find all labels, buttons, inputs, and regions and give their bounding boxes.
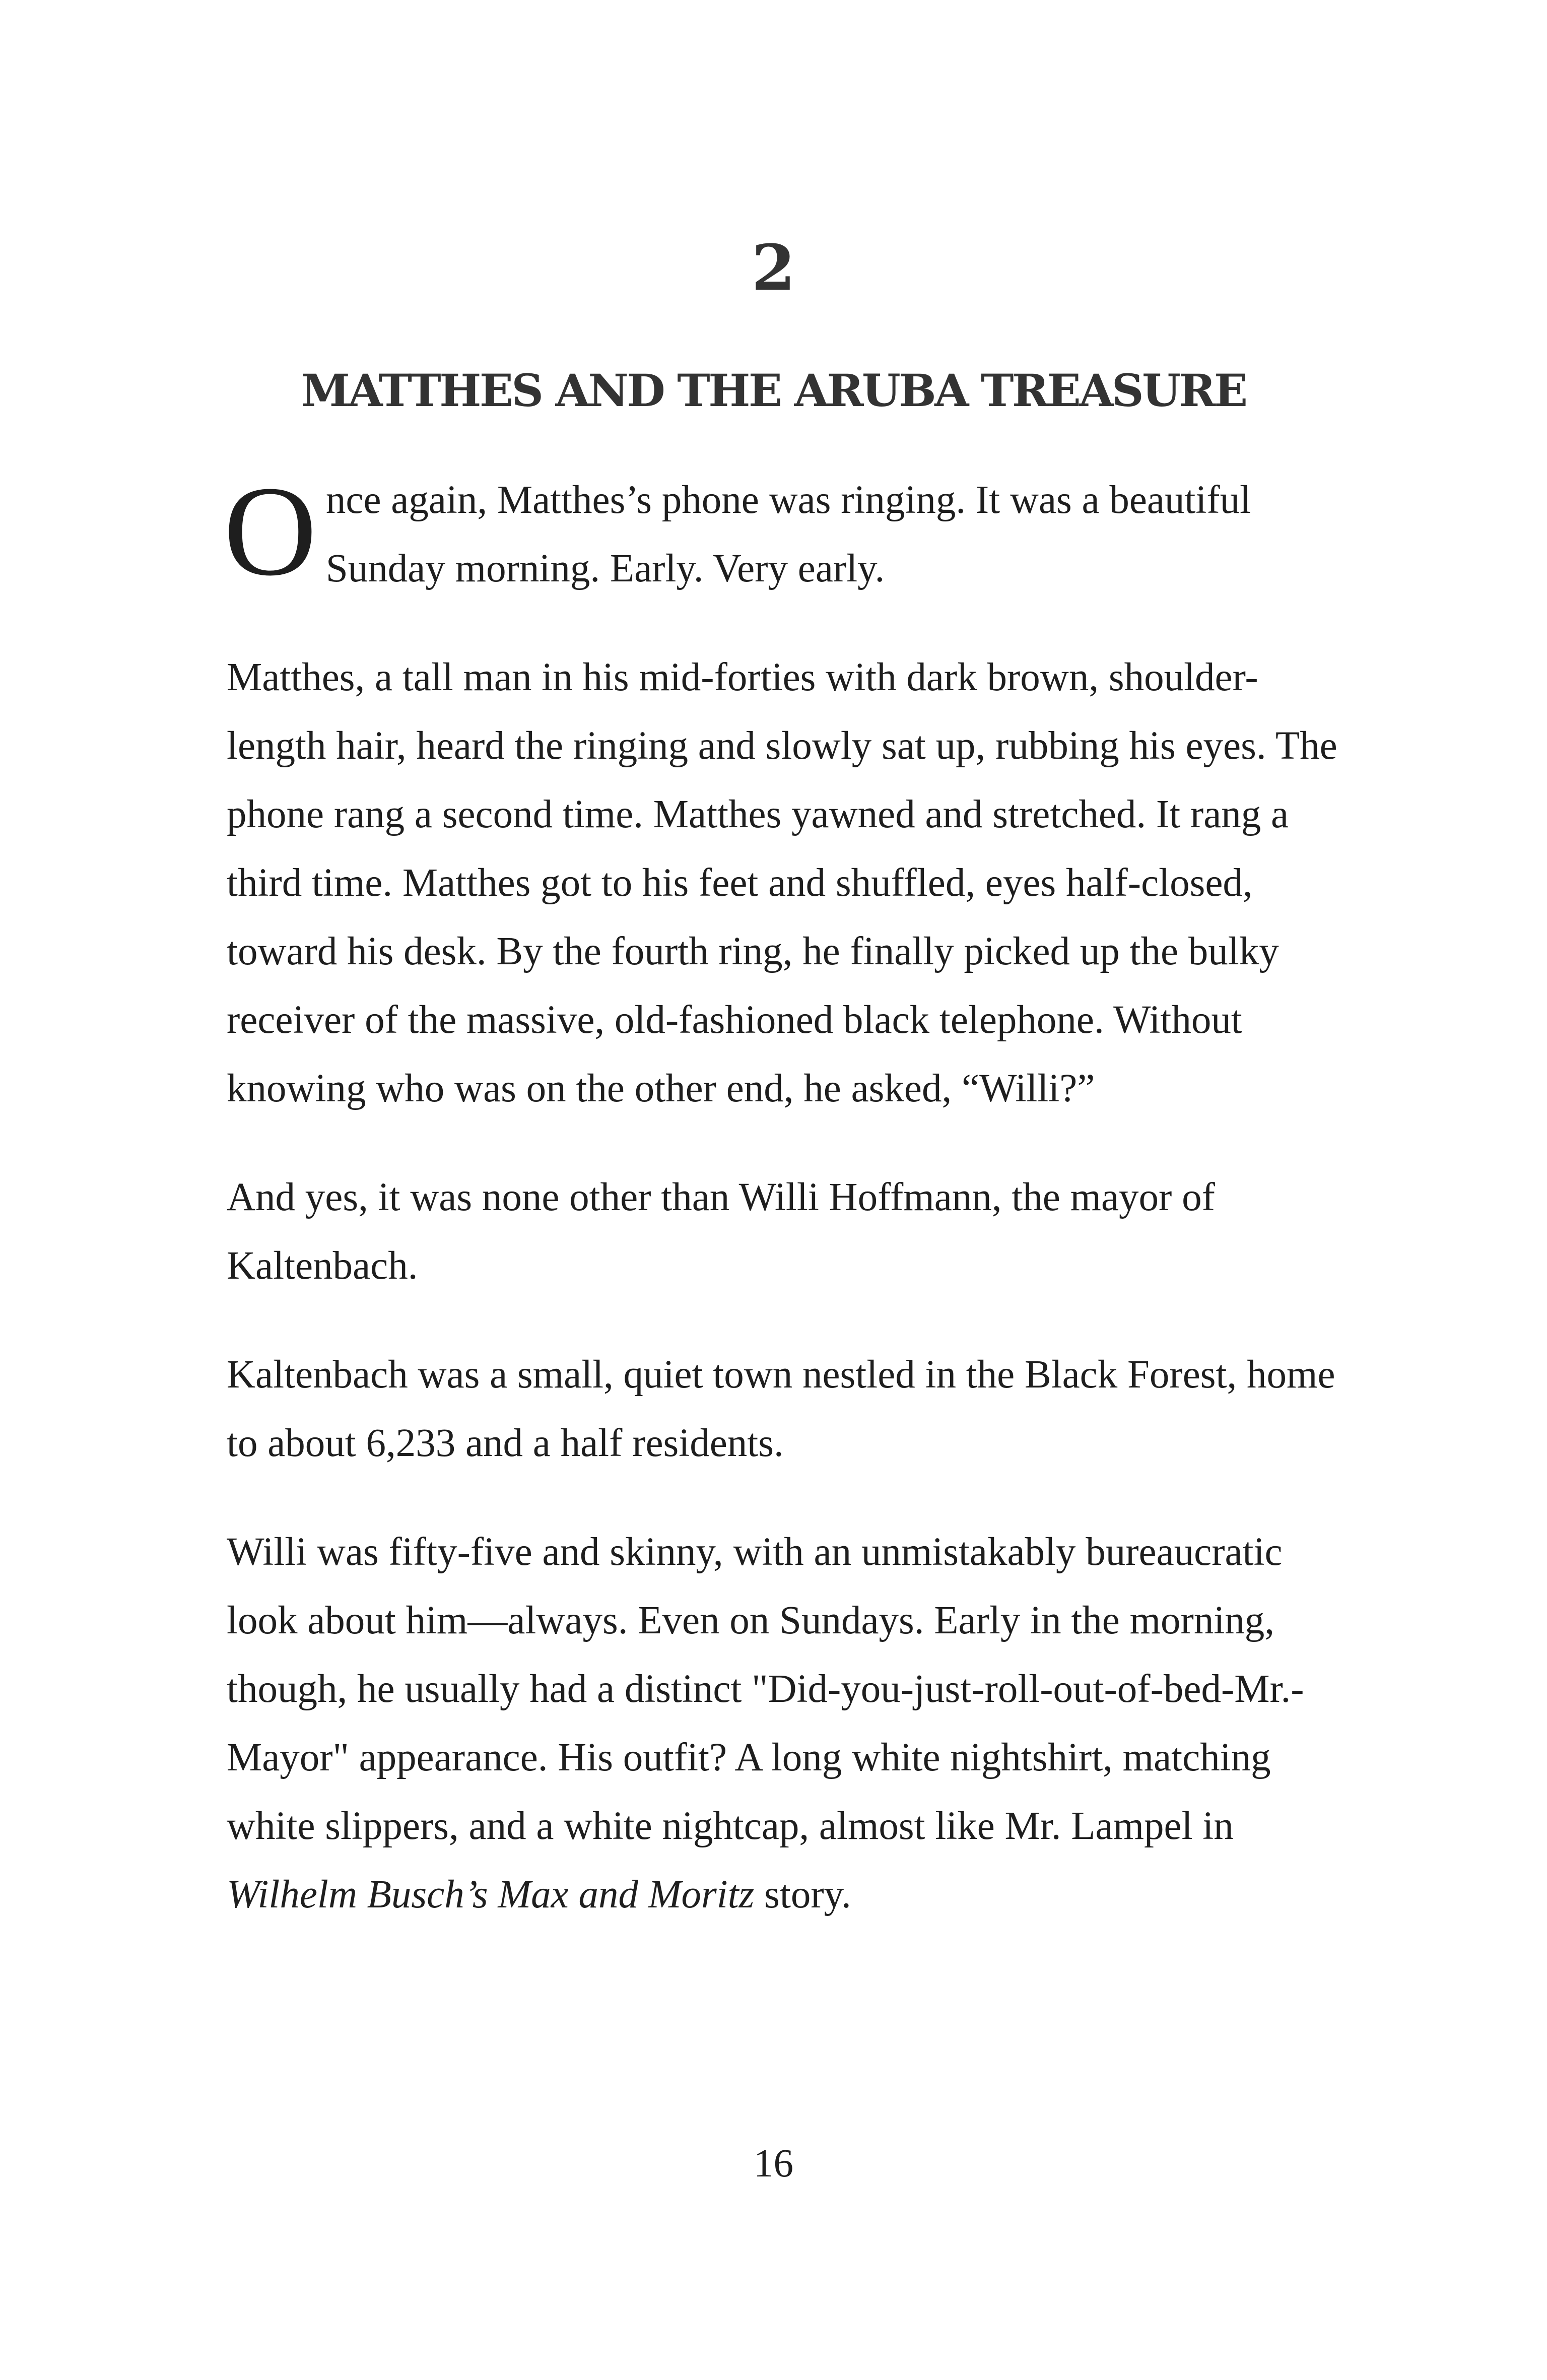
- paragraph-1: [224, 460, 1342, 603]
- paragraph-1-text: nce again, Matthes’s phone was ringing. It was a beautiful Sunday morning. Early. Very early.: [325, 478, 1251, 590]
- paragraph-5-text-a: Willi was fifty-five and skinny, with an unmistakably bureaucratic look about him—always. Even on Sundays. Early in the morning, though, he usually had a distinct "Did-you-just-roll-out-of-bed-Mr.-Mayor" appearance. His outfit? A long white nightshirt, matching white slippers, and a white nightcap, almost like Mr. Lampel in: [227, 1530, 1304, 1848]
- paragraph-3: And yes, it was none other than Willi Hoffmann, the mayor of Kaltenbach.: [227, 1175, 1215, 1288]
- drop-cap: O: [224, 460, 317, 603]
- paragraph-4: Kaltenbach was a small, quiet town nestled in the Black Forest, home to about 6,233 and a half residents.: [227, 1353, 1335, 1465]
- paragraph-5-text-b: story.: [754, 1873, 851, 1916]
- chapter-body: [224, 460, 1342, 1969]
- chapter-title: MATTHES AND THE ARUBA TREASURE: [301, 364, 1246, 417]
- paragraph-5-italic-title: Wilhelm Busch’s Max and Moritz: [227, 1873, 755, 1916]
- page-number: 16: [754, 2142, 793, 2186]
- paragraph-2: Matthes, a tall man in his mid-forties with dark brown, shoulder-length hair, heard the ringing and slowly sat up, rubbing his eyes. The phone rang a second time. Matthes yawned and stretched. It rang a third time. Matthes got to his feet and shuffled, eyes half-closed, toward his desk. By the fourth ring, he finally picked up the bulky receiver of the massive, old-fashioned black telephone. Without knowing who was on the other end, he asked, “Willi?”: [227, 655, 1337, 1110]
- paragraph-5: [227, 1518, 1342, 1929]
- chapter-number: 2: [752, 231, 795, 305]
